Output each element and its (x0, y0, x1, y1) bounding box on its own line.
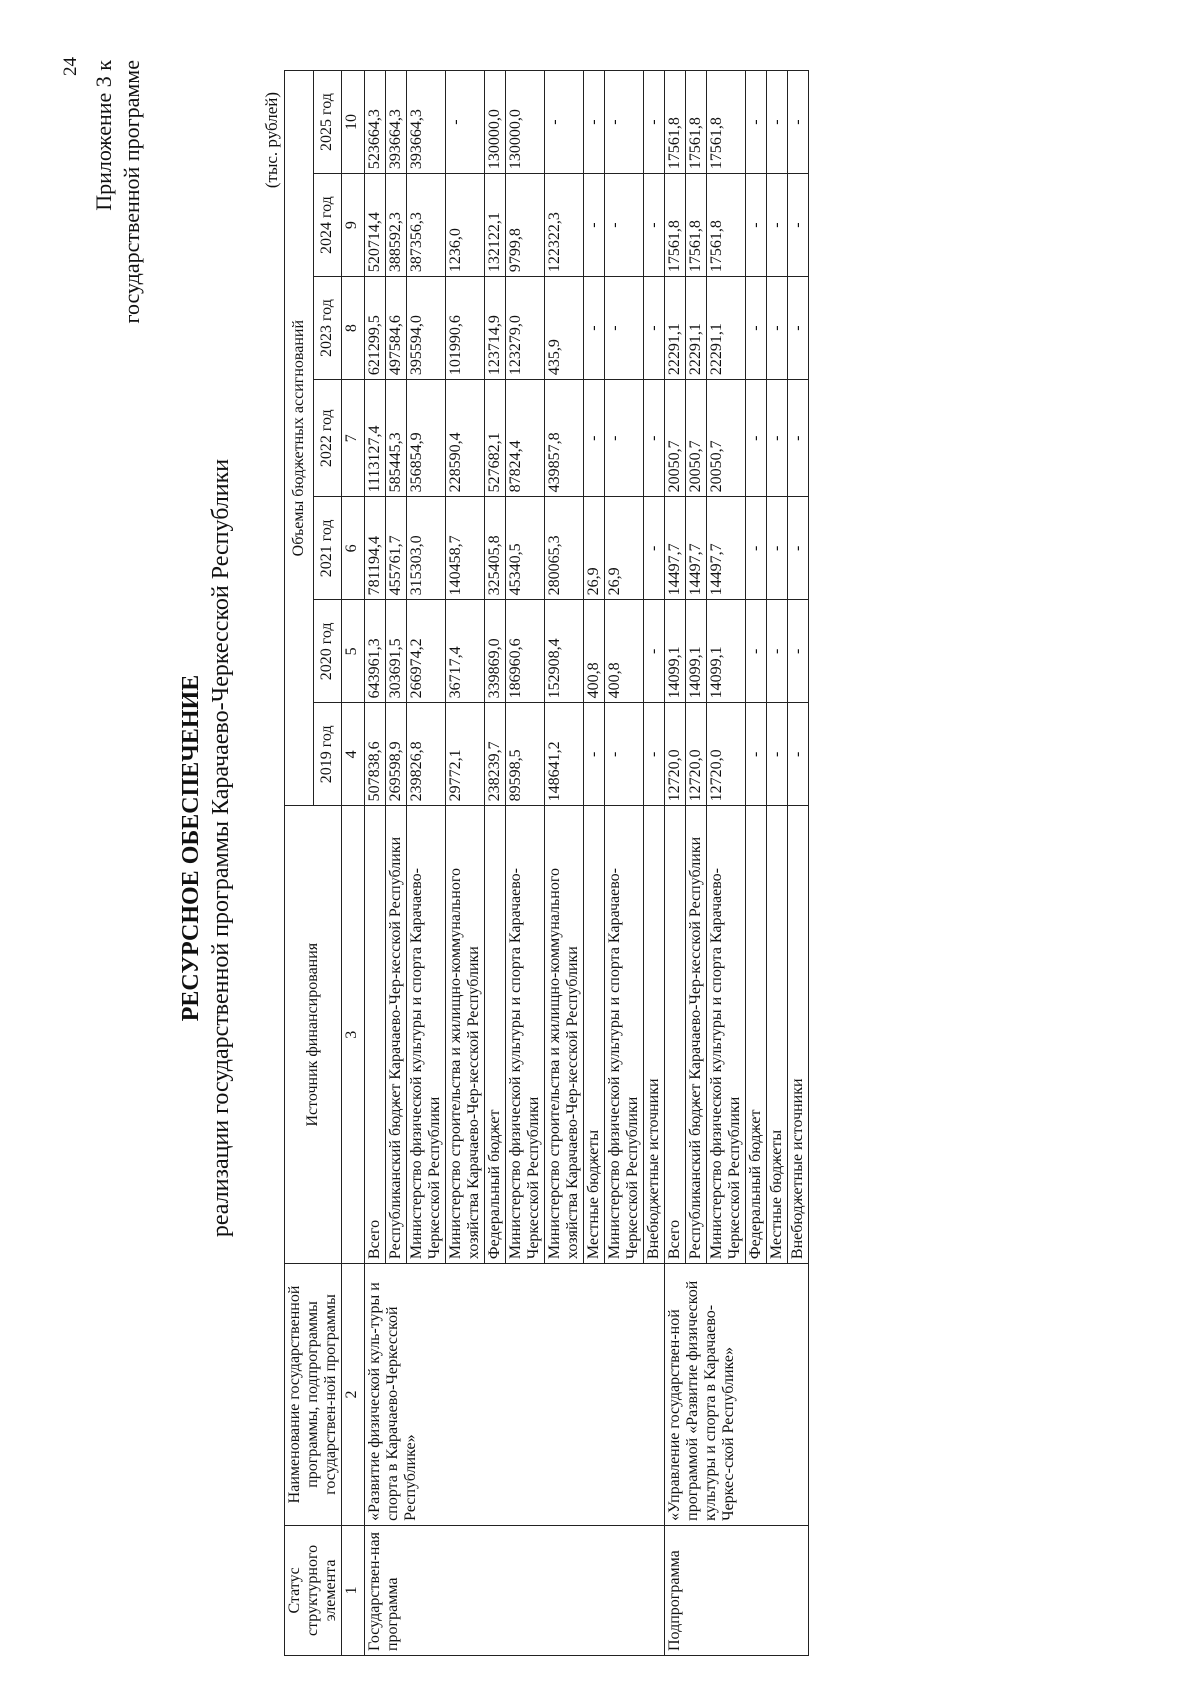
funding-source-cell: Местные бюджеты (584, 806, 605, 1264)
budget-value-cell: - (746, 380, 767, 497)
budget-value-cell: 29772,1 (446, 703, 485, 806)
resource-table (284, 70, 809, 1656)
budget-value-cell: - (767, 600, 788, 703)
budget-value-cell: 239826,8 (407, 703, 446, 806)
budget-value-cell: 17561,8 (707, 71, 746, 174)
header-year: 2024 год (313, 174, 342, 277)
budget-value-cell: 303691,5 (386, 600, 407, 703)
program-name-cell: «Управление государствен-ной программой «Развитие физической культуры и спорта в Карачаево-Черкес-ской Республике» (665, 1264, 809, 1526)
budget-value-cell: 186960,6 (506, 600, 545, 703)
header-year: 2023 год (313, 277, 342, 380)
budget-value-cell: 387356,3 (407, 174, 446, 277)
column-number: 7 (342, 380, 365, 497)
status-cell: Подпрограмма (665, 1525, 809, 1655)
budget-value-cell: 20050,7 (707, 380, 746, 497)
appendix-line-1: Приложение 3 к (91, 60, 116, 211)
budget-value-cell: - (788, 703, 809, 806)
budget-value-cell: 14099,1 (686, 600, 707, 703)
header-year: 2025 год (313, 71, 342, 174)
budget-value-cell: 395594,0 (407, 277, 446, 380)
budget-value-cell: 20050,7 (665, 380, 686, 497)
budget-value-cell: 393664,3 (386, 71, 407, 174)
budget-value-cell: 14099,1 (665, 600, 686, 703)
budget-value-cell: 152908,4 (545, 600, 584, 703)
header-year: 2022 год (313, 380, 342, 497)
budget-value-cell: - (788, 277, 809, 380)
budget-value-cell: 435,9 (545, 277, 584, 380)
funding-source-cell: Министерство строительства и жилищно-коммунального хозяйства Карачаево-Чер-кесской Республики (545, 806, 584, 1264)
column-number: 10 (342, 71, 365, 174)
table-row (665, 71, 686, 1656)
budget-value-cell: - (746, 71, 767, 174)
appendix-line-2: государственной программе (119, 60, 144, 324)
budget-value-cell: 14497,7 (707, 497, 746, 600)
budget-value-cell: 585445,3 (386, 380, 407, 497)
budget-value-cell: - (605, 277, 644, 380)
budget-value-cell: - (767, 174, 788, 277)
units-note: (тыс. рублей) (262, 92, 281, 189)
budget-value-cell: 12720,0 (707, 703, 746, 806)
budget-value-cell: 14497,7 (686, 497, 707, 600)
funding-source-cell: Всего (365, 806, 386, 1264)
budget-value-cell: 315303,0 (407, 497, 446, 600)
budget-value-cell: 643961,3 (365, 600, 386, 703)
budget-value-cell: - (788, 71, 809, 174)
funding-source-cell: Министерство физической культуры и спорта Карачаево-Черкесской Республики (506, 806, 545, 1264)
budget-value-cell: - (746, 497, 767, 600)
budget-value-cell: 20050,7 (686, 380, 707, 497)
funding-source-cell: Внебюджетные источники (644, 806, 665, 1264)
budget-value-cell: 130000,0 (485, 71, 506, 174)
funding-source-cell: Министерство физической культуры и спорта Карачаево-Черкесской Республики (407, 806, 446, 1264)
column-number: 6 (342, 497, 365, 600)
budget-value-cell: 393664,3 (407, 71, 446, 174)
budget-value-cell: - (644, 703, 665, 806)
budget-value-cell: - (605, 703, 644, 806)
budget-value-cell: - (605, 380, 644, 497)
budget-value-cell: 621299,5 (365, 277, 386, 380)
budget-value-cell: 400,8 (584, 600, 605, 703)
budget-value-cell: 132122,1 (485, 174, 506, 277)
column-number: 9 (342, 174, 365, 277)
budget-value-cell: - (584, 380, 605, 497)
program-name-cell: «Развитие физической куль-туры и спорта в Карачаево-Черкесской Республике» (365, 1264, 665, 1526)
budget-value-cell: 101990,6 (446, 277, 485, 380)
budget-value-cell: - (788, 497, 809, 600)
budget-value-cell: - (446, 71, 485, 174)
budget-value-cell: - (584, 71, 605, 174)
header-volumes: Объемы бюджетных ассигнований (285, 71, 314, 806)
column-number: 4 (342, 703, 365, 806)
column-number: 1 (342, 1525, 365, 1655)
budget-value-cell: - (767, 277, 788, 380)
page-number: 24 (60, 57, 81, 76)
funding-source-cell: Республиканский бюджет Карачаево-Чер-кесской Республики (386, 806, 407, 1264)
header-year: 2019 год (313, 703, 342, 806)
budget-value-cell: - (584, 703, 605, 806)
budget-value-cell: - (767, 71, 788, 174)
budget-value-cell: 123279,0 (506, 277, 545, 380)
document-subtitle: реализации государственной программы Карачаево-Черкесской Республики (208, 458, 234, 1238)
budget-value-cell: - (746, 600, 767, 703)
budget-value-cell: - (644, 71, 665, 174)
budget-value-cell: - (584, 277, 605, 380)
budget-value-cell: 12720,0 (686, 703, 707, 806)
budget-value-cell: - (788, 174, 809, 277)
funding-source-cell: Республиканский бюджет Карачаево-Чер-кесской Республики (686, 806, 707, 1264)
budget-value-cell: 148641,2 (545, 703, 584, 806)
funding-source-cell: Всего (665, 806, 686, 1264)
budget-value-cell: - (644, 277, 665, 380)
budget-value-cell: 22291,1 (665, 277, 686, 380)
budget-value-cell: 45340,5 (506, 497, 545, 600)
budget-value-cell: 339869,0 (485, 600, 506, 703)
budget-value-cell: 356854,9 (407, 380, 446, 497)
budget-value-cell: 26,9 (605, 497, 644, 600)
column-number: 3 (342, 806, 365, 1264)
budget-value-cell: 17561,8 (665, 71, 686, 174)
budget-value-cell: 781194,4 (365, 497, 386, 600)
funding-source-cell: Министерство физической культуры и спорта Карачаево-Черкесской Республики (707, 806, 746, 1264)
budget-value-cell: - (644, 380, 665, 497)
budget-value-cell: 238239,7 (485, 703, 506, 806)
budget-value-cell: - (545, 71, 584, 174)
budget-value-cell: - (746, 277, 767, 380)
budget-value-cell: - (767, 497, 788, 600)
funding-source-cell: Министерство физической культуры и спорта Карачаево-Черкесской Республики (605, 806, 644, 1264)
budget-value-cell: - (644, 174, 665, 277)
header-year: 2020 год (313, 600, 342, 703)
budget-value-cell: 17561,8 (665, 174, 686, 277)
budget-value-cell: 22291,1 (686, 277, 707, 380)
budget-value-cell: - (788, 600, 809, 703)
budget-value-cell: 497584,6 (386, 277, 407, 380)
budget-value-cell: 455761,7 (386, 497, 407, 600)
budget-value-cell: 269598,9 (386, 703, 407, 806)
budget-value-cell: 14099,1 (707, 600, 746, 703)
budget-value-cell: 130000,0 (506, 71, 545, 174)
budget-value-cell: 439857,8 (545, 380, 584, 497)
budget-value-cell: 17561,8 (707, 174, 746, 277)
funding-source-cell: Местные бюджеты (767, 806, 788, 1264)
budget-value-cell: 140458,7 (446, 497, 485, 600)
funding-source-cell: Федеральный бюджет (746, 806, 767, 1264)
budget-value-cell: 9799,8 (506, 174, 545, 277)
header-name: Наименование государственной программы, подпрограммы государствен-ной программы (285, 1264, 342, 1526)
budget-value-cell: - (584, 174, 605, 277)
budget-value-cell: 1113127,4 (365, 380, 386, 497)
budget-value-cell: - (644, 600, 665, 703)
budget-value-cell: 527682,1 (485, 380, 506, 497)
status-cell: Государствен-ная программа (365, 1525, 665, 1655)
budget-value-cell: 1236,0 (446, 174, 485, 277)
budget-value-cell: 89598,5 (506, 703, 545, 806)
budget-value-cell: 280065,3 (545, 497, 584, 600)
budget-value-cell: 17561,8 (686, 71, 707, 174)
budget-value-cell: 266974,2 (407, 600, 446, 703)
header-row-1 (285, 71, 314, 1656)
budget-value-cell: 36717,4 (446, 600, 485, 703)
budget-value-cell: - (605, 174, 644, 277)
budget-value-cell: - (767, 380, 788, 497)
budget-value-cell: - (746, 703, 767, 806)
budget-value-cell: 325405,8 (485, 497, 506, 600)
budget-value-cell: 26,9 (584, 497, 605, 600)
column-number: 2 (342, 1264, 365, 1526)
budget-value-cell: 17561,8 (686, 174, 707, 277)
funding-source-cell: Министерство строительства и жилищно-коммунального хозяйства Карачаево-Чер-кесской Республики (446, 806, 485, 1264)
budget-value-cell: - (746, 174, 767, 277)
column-number-row (342, 71, 365, 1656)
budget-value-cell: 228590,4 (446, 380, 485, 497)
budget-value-cell: 87824,4 (506, 380, 545, 497)
budget-value-cell: - (788, 380, 809, 497)
budget-value-cell: - (767, 703, 788, 806)
budget-value-cell: 523664,3 (365, 71, 386, 174)
budget-value-cell: - (605, 71, 644, 174)
appendix-note (90, 60, 146, 323)
funding-source-cell: Федеральный бюджет (485, 806, 506, 1264)
budget-value-cell: 122322,3 (545, 174, 584, 277)
header-year: 2021 год (313, 497, 342, 600)
document-title: РЕСУРСНОЕ ОБЕСПЕЧЕНИЕ (178, 674, 204, 1022)
budget-value-cell: 507838,6 (365, 703, 386, 806)
budget-value-cell: 22291,1 (707, 277, 746, 380)
budget-value-cell: 520714,4 (365, 174, 386, 277)
funding-source-cell: Внебюджетные источники (788, 806, 809, 1264)
table-body (342, 71, 809, 1656)
budget-value-cell: 400,8 (605, 600, 644, 703)
column-number: 5 (342, 600, 365, 703)
column-number: 8 (342, 277, 365, 380)
header-source: Источник финансирования (285, 806, 342, 1264)
table-row (365, 71, 386, 1656)
header-status: Статус структурного элемента (285, 1525, 342, 1655)
budget-value-cell: 12720,0 (665, 703, 686, 806)
budget-value-cell: 14497,7 (665, 497, 686, 600)
budget-value-cell: 388592,3 (386, 174, 407, 277)
budget-value-cell: 123714,9 (485, 277, 506, 380)
budget-value-cell: - (644, 497, 665, 600)
